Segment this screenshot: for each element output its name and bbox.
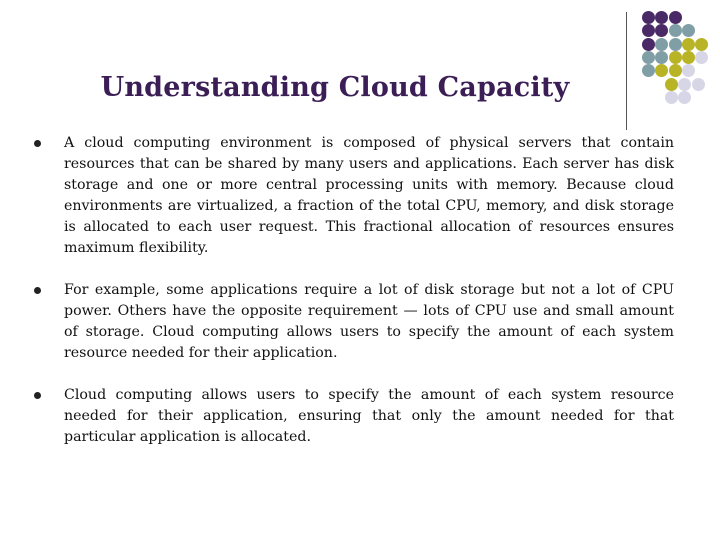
decorative-dot xyxy=(682,38,695,51)
bullet-marker-icon xyxy=(34,140,41,147)
decorative-dot xyxy=(695,38,708,51)
bullet-item xyxy=(34,280,674,364)
decorative-dot-grid xyxy=(0,0,720,140)
decorative-dot xyxy=(682,51,695,64)
decorative-dot xyxy=(695,51,708,64)
decorative-dot xyxy=(665,78,678,91)
bullet-text: A cloud computing environment is composed of physical servers that contain resources that can be shared by many users and applications. Each server has disk storage and one or more central processing units with memory. Because cloud environments are virtualized, a fraction of the total CPU, memory, and disk storage is allocated to each user request. This fractional allocation of resources ensures maximum flexibility. xyxy=(64,135,674,256)
decorative-dot xyxy=(669,51,682,64)
decorative-dot xyxy=(692,78,705,91)
decorative-dot xyxy=(669,11,682,24)
bullet-text: Cloud computing allows users to specify the amount of each system resource needed for their application, ensuring that only the amount needed for that particular application is allocated. xyxy=(64,387,674,445)
decorative-dot xyxy=(642,64,655,77)
decorative-dot xyxy=(642,51,655,64)
decorative-dot xyxy=(678,91,691,104)
decorative-dot xyxy=(669,24,682,37)
decorative-dot xyxy=(665,91,678,104)
decorative-dot xyxy=(669,64,682,77)
decorative-dot xyxy=(669,38,682,51)
bullet-text: For example, some applications require a lot of disk storage but not a lot of CPU power. Others have the opposite requirement — lots of CPU use and small amount of storage. Cloud computing allows users to specify the amount of each system resource needed for their application. xyxy=(64,282,674,361)
decorative-dot xyxy=(642,24,655,37)
decorative-dot xyxy=(655,38,668,51)
decorative-dot xyxy=(655,51,668,64)
decorative-dot xyxy=(642,11,655,24)
decorative-dot xyxy=(655,11,668,24)
decorative-dot xyxy=(682,64,695,77)
slide-title: Understanding Cloud Capacity xyxy=(100,72,570,103)
bullet-item xyxy=(34,133,674,259)
bullet-marker-icon xyxy=(34,392,41,399)
bullet-item xyxy=(34,385,674,448)
bullet-list xyxy=(34,133,674,448)
bullet-marker-icon xyxy=(34,287,41,294)
decorative-dot xyxy=(682,24,695,37)
decorative-dot xyxy=(655,64,668,77)
decorative-dot xyxy=(642,38,655,51)
decorative-dot xyxy=(655,24,668,37)
decorative-dot xyxy=(678,78,691,91)
